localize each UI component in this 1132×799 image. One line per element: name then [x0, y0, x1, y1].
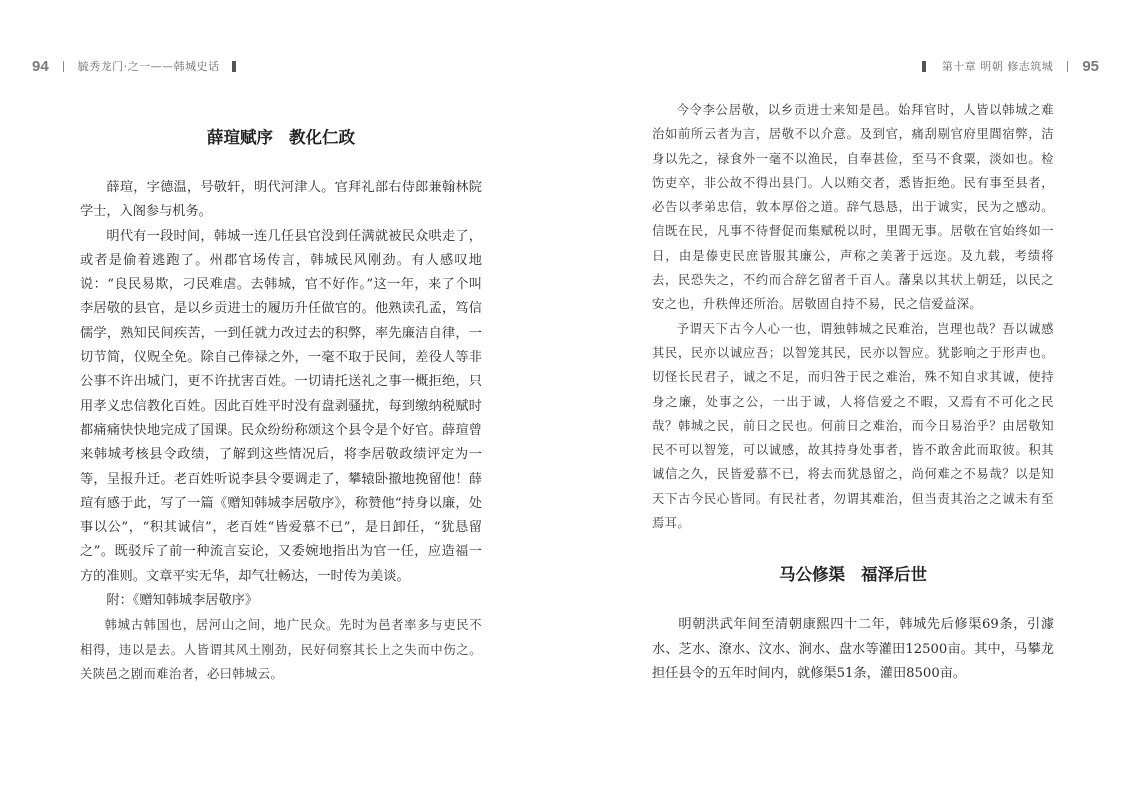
- page-number-left: 94: [32, 57, 49, 75]
- left-running-head: [32, 56, 236, 76]
- page-number-right: 95: [1082, 57, 1099, 75]
- right-page: [566, 0, 1132, 799]
- right-running-head: [922, 56, 1099, 76]
- section-title: [80, 126, 482, 150]
- header-block-icon: [232, 61, 236, 72]
- chapter-title-header: 第十章 明朝 修志筑城: [941, 60, 1054, 73]
- classical-paragraph: 今令李公居敬，以乡贡进士来知是邑。始拜官时，人皆以韩城之难治如前所云者为言，居敬不以介意。及到官，痛刮剔官府里閭宿弊，洁身以先之，禄食外一毫不以渔民，自奉甚俭，至马不食粟，淡如也。检饬吏卒，非公故不得出县门。人以贿交者，悉皆拒绝。民有事至县者，必告以孝弟忠信，敦本厚俗之道。辞气恳恳，出于诚实，民为之感动。信既在民，凡事不待督促而集赋税以时，里閭无事。居敬在官始终如一日，由是傣吏民庶皆服其廉公，声称之美著于远迩。及九载，考绩将去，民恐失之，不约而合辞乞留者千百人。藩臬以其状上朝廷，以民之安之也，升秩俾还所治。居敬固自持不易，民之信爱益深。: [652, 103, 1054, 312]
- book-title-header: 毓秀龙门·之一——韩城史话: [77, 60, 220, 73]
- paragraph: 明代有一段时间，韩城一连几任县官没到任满就被民众哄走了，或者是偷着逃跑了。州郡官场传言，韩城民风刚劲。有人感叹地说：“良民易欺，刁民难虐。去韩城，官不好作。”这一年，来了个叫李居敬的县官，是以乡贡进士的履历升任做官的。他熟读孔孟，笃信儒学，熟知民间疾苦，一到任就力改过去的积弊，率先廉洁自律，一切节简，仪贶全免。除自己俸禄之外，一毫不取于民间，差役人等非公事不许出城门，更不许扰害百姓。一切请托送礼之事一概拒绝，只用孝义忠信教化百姓。因此百姓平时没有盘剥骚扰，每到缴纳税赋时都痛痛快快地完成了国课。民众纷纷称颂这个县令是个好官。薛瑄曾来韩城考核县令政绩，了解到这些情况后，将李居敬政绩评定为一等，呈报升迁。老百姓听说李县令要调走了，攀辕卧撤地挽留他！薛瑄有感于此，写了一篇《赠知韩城李居敬序》，称赞他“持身以廉，处事以公”，“积其诚信”，老百姓“皆爱慕不已”，是日卸任，“犹恳留之”。既驳斥了前一种流言妄论，又委婉地指出为官一任，应造福一方的准则。文章平实无华，却气壮畅达，一时传为美谈。: [80, 228, 482, 584]
- right-text-column: [652, 98, 1054, 686]
- left-text-column: [80, 126, 482, 686]
- classical-paragraph: 韩城古韩国也，居河山之间，地广民众。先时为邑者率多与吏民不相得，违以是去。人皆谓其风土刚劲，民好伺察其长上之失而中伤之。关陕邑之剧而难治者，必曰韩城云。: [80, 618, 482, 681]
- section-title-part-1: 马公修渠: [779, 565, 845, 585]
- appendix-heading: 附：《赠知韩城李居敬序》: [106, 593, 259, 609]
- classical-paragraph: 予谓天下古今人心一也，谓独韩城之民难治，岂理也哉？吾以诚感其民，民亦以诚应吾；以智笼其民，民亦以智应。犹影响之于形声也。切怪长民君子，诚之不足，而归咎于民之难治，殊不知自求其诚，使持身之廉，处事之公，一出于诚，人将信爱之不暇，又焉有不可化之民哉？韩城之民，前日之民也。何前日之难治，而今日易治乎？由居敬知民不可以智笼，可以诚感，故其持身处事者，皆不敢舍此而取彼。积其诚信之久，民皆爱慕不已，将去而犹恳留之，尚何难之不易哉？以是知天下古今民心皆同。有民社者，勿谓其难治，但当责其治之之诚未有至焉耳。: [652, 321, 1054, 531]
- header-divider-icon: [1067, 61, 1068, 72]
- header-block-icon: [922, 61, 926, 72]
- section-title-part-2: 福泽后世: [861, 565, 927, 585]
- header-divider-icon: [63, 61, 64, 72]
- section-title-part-1: 薛瑄赋序: [207, 128, 273, 147]
- section-title-part-2: 教化仁政: [289, 128, 355, 147]
- paragraph: 薛瑄，字德温，号敬轩，明代河津人。官拜礼部右侍郎兼翰林院学士，入阁参与机务。: [80, 180, 482, 220]
- section-title: [652, 563, 1054, 587]
- paragraph: 明朝洪武年间至清朝康熙四十二年，韩城先后修渠69条，引澽水、芝水、潦水、汶水、涧水、盘水等灌田12500亩。其中，马攀龙担任县令的五年时间内，就修渠51条，灌田8500亩。: [652, 617, 1054, 681]
